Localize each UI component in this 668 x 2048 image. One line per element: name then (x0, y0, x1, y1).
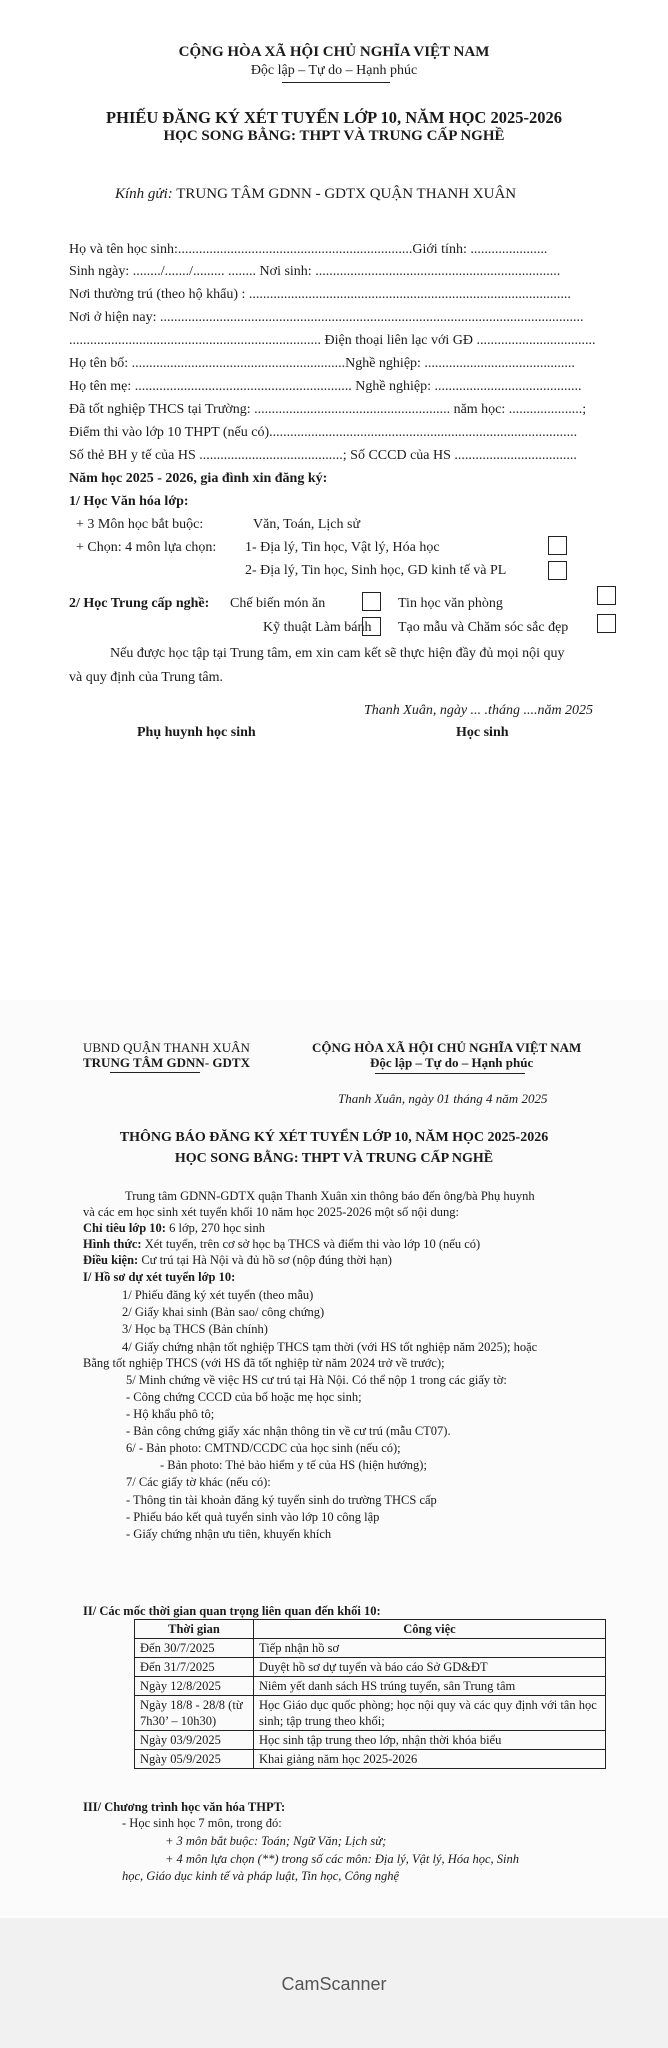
table-cell-task: Niêm yết danh sách HS trúng tuyển, sân Trung tâm (254, 1677, 606, 1696)
table-header-task: Công việc (254, 1620, 606, 1639)
field-family-phone[interactable]: ........................................................................ Điện thoại liên lạc với GĐ .................................. (69, 333, 596, 348)
dossier-item: - Thông tin tài khoản đăng ký tuyển sinh do trường THCS cấp (126, 1493, 437, 1507)
notice-intro-2: và các em học sinh xét tuyển khối 10 năm học 2025-2026 một số nội dung: (83, 1205, 459, 1219)
field-student-name[interactable]: Họ và tên học sinh:...................................................................Giới tính: ...................... (69, 242, 548, 257)
dossier-item: Bằng tốt nghiệp THCS (với HS đã tốt nghiệp từ năm 2024 trở về trước); (83, 1356, 445, 1370)
notice-quota: Chỉ tiêu lớp 10: 6 lớp, 270 học sinh (83, 1221, 265, 1235)
dossier-item: 6/ - Bản photo: CMTND/CCDC của học sinh (nếu có); (126, 1441, 401, 1455)
table-row (135, 1696, 606, 1731)
table-row (135, 1677, 606, 1696)
commitment-line-2: và quy định của Trung tâm. (69, 670, 223, 685)
field-current-address[interactable]: Nơi ở hiện nay: ......................................................................................................................... (69, 310, 584, 325)
form-date-line: Thanh Xuân, ngày ... .tháng ....năm 2025 (364, 703, 594, 718)
program-line-1: - Học sinh học 7 môn, trong đó: (122, 1816, 282, 1830)
dossier-item: - Hộ khẩu phô tô; (126, 1407, 215, 1421)
program-line-4: học, Giáo dục kinh tế và pháp luật, Tin học, Công nghệ (122, 1869, 400, 1883)
scanner-app-name: CamScanner (281, 1974, 387, 1994)
table-row (135, 1750, 606, 1769)
notice-date: Thanh Xuân, ngày 01 tháng 4 năm 2025 (338, 1091, 548, 1106)
notice-title: THÔNG BÁO ĐĂNG KÝ XÉT TUYỂN LỚP 10, NĂM HỌC 2025-2026 (119, 1130, 549, 1145)
timeline-table (134, 1619, 606, 1769)
table-cell-task: Học Giáo dục quốc phòng; học nội quy và các quy định với tân học sinh; tập trung theo khối; (254, 1696, 606, 1731)
dossier-item: 2/ Giấy khai sinh (Bản sao/ công chứng) (122, 1305, 325, 1319)
timeline-title: II/ Các mốc thời gian quan trọng liên quan đến khối 10: (83, 1604, 381, 1618)
notice-country: CỘNG HÒA XÃ HỘI CHỦ NGHĨA VIỆT NAM (312, 1040, 582, 1055)
table-row (135, 1731, 606, 1750)
table-cell-task: Tiếp nhận hồ sơ (254, 1639, 606, 1658)
dossier-item: - Giấy chứng nhận ưu tiên, khuyến khích (126, 1527, 332, 1541)
dossier-item: 4/ Giấy chứng nhận tốt nghiệp THCS tạm thời (với HS tốt nghiệp năm 2025); hoặc (122, 1340, 538, 1354)
elective-label: + Chọn: 4 môn lựa chọn: (76, 540, 217, 555)
mandatory-label: + 3 Môn học bắt buộc: (76, 517, 204, 532)
table-cell-time: Ngày 12/8/2025 (135, 1677, 254, 1696)
vocational-office: Tin học văn phòng (398, 596, 503, 611)
parent-signature-label: Phụ huynh học sinh (137, 725, 256, 740)
program-line-3: + 4 môn lựa chọn (**) trong số các môn: Địa lý, Vật lý, Hóa học, Sinh (165, 1852, 519, 1866)
dossier-item: - Phiếu báo kết quả tuyển sinh vào lớp 10 công lập (126, 1510, 380, 1524)
table-cell-time: Đến 30/7/2025 (135, 1639, 254, 1658)
dossier-item: 3/ Học bạ THCS (Bản chính) (122, 1322, 268, 1336)
checkbox-cooking[interactable] (362, 592, 381, 611)
table-cell-time: Đến 31/7/2025 (135, 1658, 254, 1677)
dossier-item: 1/ Phiếu đăng ký xét tuyển (theo mẫu) (122, 1288, 314, 1302)
table-header-row (135, 1620, 606, 1639)
notice-org-line1: UBND QUẬN THANH XUÂN (83, 1040, 250, 1055)
commitment-line-1: Nếu được học tập tại Trung tâm, em xin cam kết sẽ thực hiện đầy đủ mọi nội quy (110, 646, 565, 661)
student-signature-label: Học sinh (456, 725, 509, 740)
dossier-item: 7/ Các giấy tờ khác (nếu có): (126, 1475, 271, 1489)
addressee-label: Kính gửi: (115, 186, 173, 202)
checkbox-baking[interactable] (362, 617, 381, 636)
form-header-motto: Độc lập – Tự do – Hạnh phúc (250, 63, 418, 78)
field-birth[interactable]: Sinh ngày: ......../......./......... ........ Nơi sinh: ...................................................................... (69, 264, 561, 279)
program-line-2: + 3 môn bắt buộc: Toán; Ngữ Văn; Lịch sử; (165, 1834, 387, 1848)
school-year-line: Năm học 2025 - 2026, gia đình xin đăng ký: (69, 471, 328, 486)
dossier-item: - Công chứng CCCD của bố hoặc mẹ học sinh; (126, 1390, 362, 1404)
table-cell-task: Học sinh tập trung theo lớp, nhận thời khóa biểu (254, 1731, 606, 1750)
vocational-baking: Kỹ thuật Làm bánh (263, 620, 372, 635)
mandatory-value: Văn, Toán, Lịch sử (253, 517, 361, 532)
addressee-value: TRUNG TÂM GDNN - GDTX QUẬN THANH XUÂN (176, 186, 517, 202)
table-header-time: Thời gian (135, 1620, 254, 1639)
dossier-item: - Bản photo: Thẻ bảo hiểm y tế của HS (hiện hướng); (160, 1458, 427, 1472)
section1-title: 1/ Học Văn hóa lớp: (69, 494, 189, 509)
notice-form: Hình thức: Xét tuyển, trên cơ sở học bạ THCS và điểm thi vào lớp 10 (nếu có) (83, 1237, 481, 1251)
table-cell-task: Khai giảng năm học 2025-2026 (254, 1750, 606, 1769)
elective-option-2: 2- Địa lý, Tin học, Sinh học, GD kinh tế và PL (245, 563, 507, 578)
table-cell-time: Ngày 03/9/2025 (135, 1731, 254, 1750)
program-title: III/ Chương trình học văn hóa THPT: (83, 1800, 286, 1814)
checkbox-beauty[interactable] (597, 614, 616, 633)
notice-motto: Độc lập – Tự do – Hạnh phúc (370, 1055, 534, 1070)
form-header-country: CỘNG HÒA XÃ HỘI CHỦ NGHĨA VIỆT NAM (178, 44, 490, 60)
checkbox-elective-1[interactable] (548, 536, 567, 555)
field-father[interactable]: Họ tên bố: .............................................................Nghề nghiệp: ........................................... (69, 356, 575, 371)
dossier-item: 5/ Minh chứng về việc HS cư trú tại Hà Nội. Có thể nộp 1 trong các giấy tờ: (126, 1373, 507, 1387)
table-cell-task: Duyệt hồ sơ dự tuyển và báo cáo Sở GD&ĐT (254, 1658, 606, 1677)
notice-motto-underline (375, 1073, 525, 1074)
form-subtitle: HỌC SONG BẰNG: THPT VÀ TRUNG CẤP NGHỀ (163, 128, 505, 144)
notice-intro-1: Trung tâm GDNN-GDTX quận Thanh Xuân xin thông báo đến ông/bà Phụ huynh (125, 1189, 535, 1203)
form-title: PHIẾU ĐĂNG KÝ XÉT TUYỂN LỚP 10, NĂM HỌC 2025-2026 (106, 108, 562, 127)
field-exam-score[interactable]: Điểm thi vào lớp 10 THPT (nếu có)........................................................................................ (69, 425, 578, 440)
notice-org-line2: TRUNG TÂM GDNN- GDTX (83, 1055, 250, 1070)
checkbox-office[interactable] (597, 586, 616, 605)
motto-underline (282, 82, 390, 83)
vocational-beauty: Tạo mẫu và Chăm sóc sắc đẹp (398, 620, 569, 635)
field-insurance-id[interactable]: Số thẻ BH y tế của HS .........................................; Số CCCD của HS ................................... (69, 448, 577, 463)
table-cell-time: Ngày 18/8 - 28/8 (từ 7h30’ – 10h30) (135, 1696, 254, 1731)
section2-title: 2/ Học Trung cấp nghề: (69, 596, 210, 611)
table-cell-time: Ngày 05/9/2025 (135, 1750, 254, 1769)
table-row (135, 1658, 606, 1677)
dossier-title: I/ Hồ sơ dự xét tuyển lớp 10: (83, 1270, 236, 1284)
addressee (115, 186, 516, 203)
table-row (135, 1639, 606, 1658)
field-mother[interactable]: Họ tên mẹ: .............................................................. Nghề nghiệp: .......................................... (69, 379, 582, 394)
notice-condition: Điều kiện: Cư trú tại Hà Nội và đủ hồ sơ (nộp đúng thời hạn) (83, 1253, 392, 1267)
org-underline (110, 1072, 200, 1073)
elective-option-1: 1- Địa lý, Tin học, Vật lý, Hóa học (245, 540, 440, 555)
notice-subtitle: HỌC SONG BẰNG: THPT VÀ TRUNG CẤP NGHỀ (174, 1151, 494, 1166)
dossier-item: - Bản công chứng giấy xác nhận thông tin về cư trú (mẫu CT07). (126, 1424, 451, 1438)
field-secondary-school[interactable]: Đã tốt nghiệp THCS tại Trường: ........................................................ năm học: .....................; (69, 402, 587, 417)
field-permanent-address[interactable]: Nơi thường trú (theo hộ khẩu) : ............................................................................................ (69, 287, 571, 302)
checkbox-elective-2[interactable] (548, 561, 567, 580)
vocational-cooking: Chế biến món ăn (230, 596, 326, 611)
